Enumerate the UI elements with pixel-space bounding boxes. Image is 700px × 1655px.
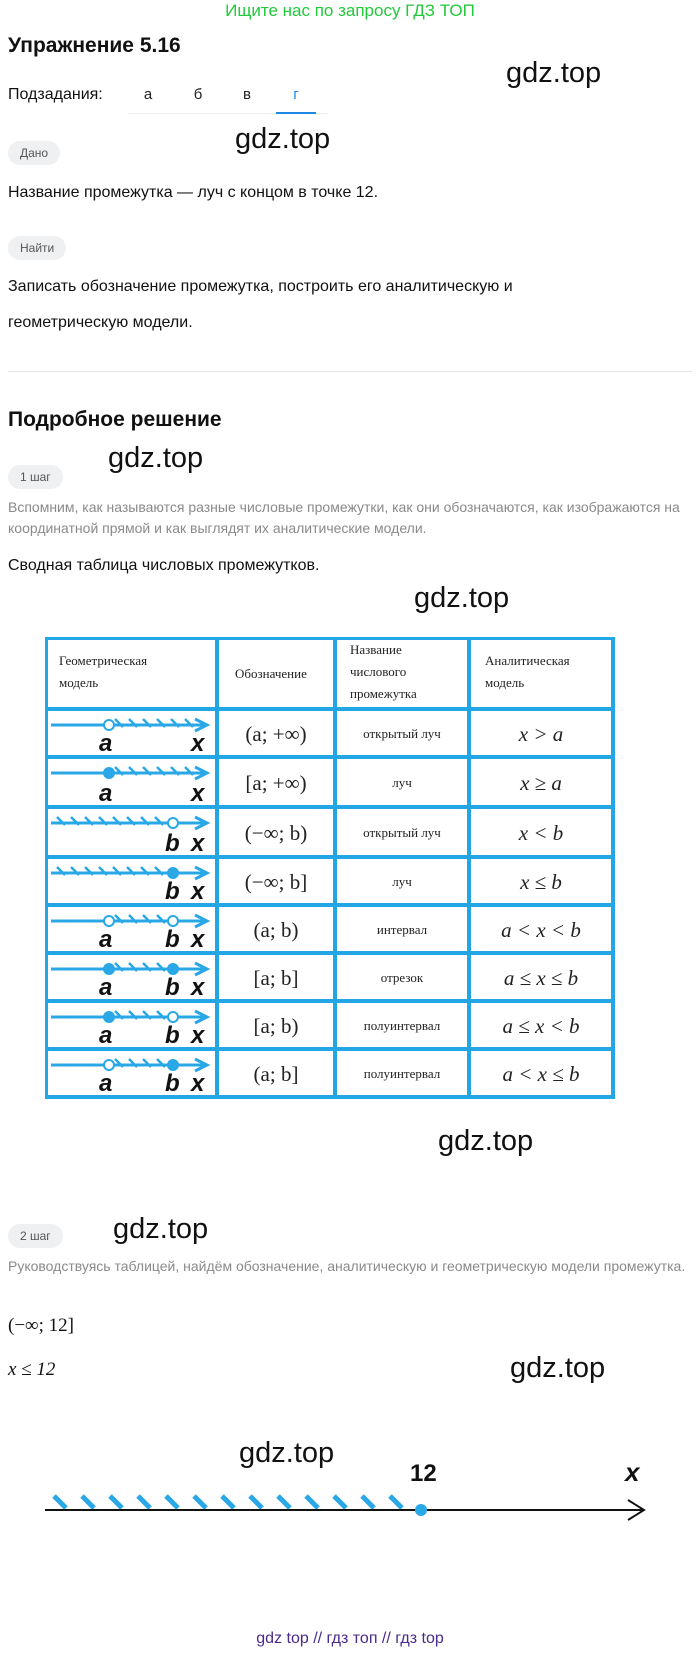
- row-name: луч: [392, 775, 412, 790]
- model-label-x: x: [191, 1070, 205, 1097]
- model-point-b: [168, 1060, 178, 1070]
- subtask-tab-a[interactable]: а: [143, 86, 153, 103]
- model-label-b: b: [165, 1022, 180, 1049]
- model-label-a: a: [99, 1022, 113, 1049]
- row-name: интервал: [376, 922, 428, 937]
- step2-inequality: x ≤ 12: [8, 1359, 56, 1380]
- given-text: Название промежутка — луч с концом в точке 12.: [8, 184, 379, 201]
- model-label-b: b: [165, 830, 180, 857]
- row-model: a < x ≤ b: [502, 1062, 580, 1086]
- row-model: x ≤ b: [520, 870, 562, 894]
- row-notation: (a; b]: [253, 1062, 299, 1086]
- model-label-a: a: [99, 926, 113, 953]
- table-header-text: числового: [350, 664, 407, 679]
- model-point-a: [104, 1060, 114, 1070]
- step2-chip: 2 шаг: [8, 1224, 63, 1248]
- model-label-x: x: [191, 974, 205, 1001]
- row-notation: [a; +∞): [245, 771, 307, 795]
- watermark: gdz.top: [506, 57, 602, 89]
- intervals-table: [45, 637, 651, 1115]
- model-label-a: a: [99, 974, 113, 1001]
- watermark: gdz.top: [113, 1213, 209, 1245]
- row-notation: (−∞; b]: [244, 870, 308, 894]
- row-model: x ≥ a: [520, 771, 562, 795]
- watermark: gdz.top: [108, 442, 204, 474]
- row-model: a ≤ x ≤ b: [503, 966, 579, 990]
- footer-links[interactable]: gdz top // гдз топ // гдз top: [256, 1630, 444, 1647]
- row-notation: (−∞; b): [244, 821, 308, 845]
- row-notation: [a; b]: [253, 966, 299, 990]
- table-header-text: Геометрическая: [59, 653, 148, 668]
- table-header-text: Обозначение: [235, 666, 307, 681]
- watermark: gdz.top: [239, 1437, 335, 1469]
- find-text-line2: геометрическую модели.: [8, 314, 193, 331]
- subtask-tab-v[interactable]: в: [243, 86, 251, 103]
- model-point-a: [104, 768, 114, 778]
- point-12: [415, 1504, 427, 1516]
- active-tab-indicator: [276, 112, 316, 114]
- step2-hint: Руководствуясь таблицей, найдём обозначение, аналитическую и геометрическую модели промежутка.: [8, 1258, 686, 1274]
- row-model: a ≤ x < b: [502, 1014, 580, 1038]
- model-label-x: x: [191, 780, 205, 807]
- row-name: открытый луч: [363, 726, 441, 741]
- model-label-a: a: [99, 730, 113, 757]
- table-header-text: модель: [59, 675, 99, 690]
- given-chip: Дано: [8, 141, 60, 165]
- watermark: gdz.top: [510, 1352, 606, 1384]
- subtask-tab-g[interactable]: г: [293, 86, 299, 103]
- step1-hint: Вспомним, как называются разные числовые промежутки, как они обозначаются, как изображаются на координатной прямой и как выглядят их аналитические модели.: [8, 499, 680, 536]
- section-divider: [8, 371, 692, 372]
- model-point-b: [168, 868, 178, 878]
- model-label-x: x: [191, 926, 205, 953]
- watermark: gdz.top: [414, 582, 510, 614]
- table-header-text: Название: [350, 642, 402, 657]
- row-name: полуинтервал: [363, 1066, 441, 1081]
- row-name: луч: [392, 874, 412, 889]
- model-label-b: b: [165, 974, 180, 1001]
- model-label-a: a: [99, 1070, 113, 1097]
- solution-heading: Подробное решение: [8, 408, 222, 431]
- row-name: отрезок: [380, 970, 424, 985]
- model-label-b: b: [165, 1070, 180, 1097]
- step2-notation: (−∞; 12]: [8, 1315, 74, 1336]
- point-label-12: 12: [410, 1460, 437, 1487]
- model-label-x: x: [191, 1022, 205, 1049]
- model-point-a: [104, 916, 114, 926]
- model-label-x: x: [191, 878, 205, 905]
- axis-label-x: x: [625, 1457, 640, 1487]
- watermark: gdz.top: [438, 1125, 534, 1157]
- model-label-a: a: [99, 780, 113, 807]
- row-name: полуинтервал: [363, 1018, 441, 1033]
- subtask-tab-b[interactable]: б: [193, 86, 203, 103]
- model-point-a: [104, 1012, 114, 1022]
- row-model: x < b: [518, 821, 564, 845]
- model-label-x: x: [191, 830, 205, 857]
- row-notation: (a; b): [253, 918, 299, 942]
- row-notation: (a; +∞): [245, 722, 307, 746]
- model-point-b: [168, 916, 178, 926]
- hatch-marks: [54, 1496, 402, 1508]
- step1-chip: 1 шаг: [8, 465, 63, 489]
- table-header-text: Аналитическая: [485, 653, 570, 668]
- promo-banner[interactable]: Ищите нас по запросу ГДЗ ТОП: [225, 1, 475, 20]
- model-point-b: [168, 1012, 178, 1022]
- row-model: x > a: [518, 722, 564, 746]
- model-point-b: [168, 818, 178, 828]
- model-point-b: [168, 964, 178, 974]
- watermark: gdz.top: [235, 123, 331, 155]
- table-header-text: модель: [485, 675, 525, 690]
- model-label-b: b: [165, 878, 180, 905]
- step1-text: Сводная таблица числовых промежутков.: [8, 557, 320, 574]
- model-label-b: b: [165, 926, 180, 953]
- row-model: a < x < b: [501, 918, 581, 942]
- row-name: открытый луч: [363, 825, 441, 840]
- number-line: [40, 1450, 660, 1530]
- model-label-x: x: [191, 730, 205, 757]
- row-notation: [a; b): [253, 1014, 299, 1038]
- find-chip: Найти: [8, 236, 66, 260]
- subtasks-label: Подзадания:: [8, 86, 103, 103]
- exercise-title: Упражнение 5.16: [8, 34, 181, 57]
- table-header-text: промежутка: [350, 686, 417, 701]
- model-point-a: [104, 720, 114, 730]
- model-point-a: [104, 964, 114, 974]
- find-text-line1: Записать обозначение промежутка, построить его аналитическую и: [8, 278, 513, 295]
